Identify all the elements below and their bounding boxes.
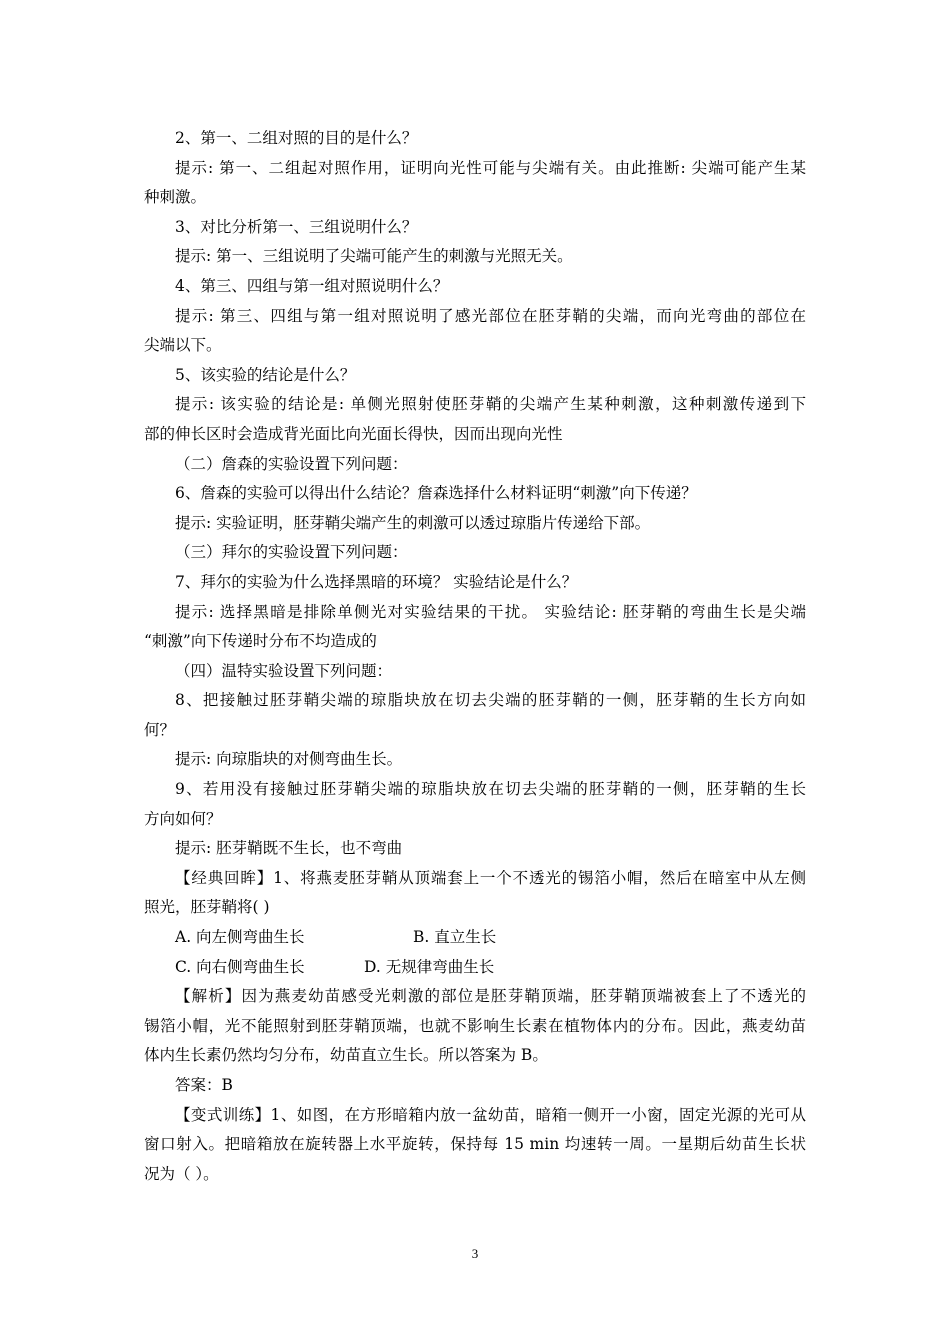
analysis-line-3: 体内生长素仍然均匀分布，幼苗直立生长。所以答案为 B。 xyxy=(144,1046,548,1065)
analysis-line-1: 【解析】因为燕麦幼苗感受光刺激的部位是胚芽鞘顶端，胚芽鞘顶端被套上了不透光的 xyxy=(175,987,806,1006)
option-b: B. 直立生长 xyxy=(413,928,497,947)
hint-4-line-1: 提示: 第三、四组与第一组对照说明了感光部位在胚芽鞘的尖端，而向光弯曲的部位在 xyxy=(175,306,806,325)
page-content xyxy=(144,124,806,1189)
page-number: 3 xyxy=(471,1246,479,1261)
hint-7-line-1: 提示: 选择黑暗是排除单侧光对实验结果的干扰。 实验结论: 胚芽鞘的弯曲生长是尖端 xyxy=(175,602,806,621)
hint-6: 提示: 实验证明，胚芽鞘尖端产生的刺激可以透过琼脂片传递给下部。 xyxy=(175,513,651,532)
hint-5-line-2: 部的伸长区时会造成背光面比向光面长得快，因而出现向光性 xyxy=(144,424,563,443)
option-c: C. 向右侧弯曲生长 xyxy=(175,957,305,976)
option-a: A. 向左侧弯曲生长 xyxy=(175,928,305,947)
question-3: 3、对比分析第一、三组说明什么？ xyxy=(175,217,418,236)
question-9-line-2: 方向如何？ xyxy=(144,809,222,828)
variant-training-line-2: 窗口射入。把暗箱放在旋转器上水平旋转，保持每 15 min 均速转一周。一星期后幼苗生长状 xyxy=(144,1135,806,1154)
options-row-1 xyxy=(144,923,806,953)
answer: 答案：B xyxy=(175,1076,233,1094)
hint-4-line-2: 尖端以下。 xyxy=(144,336,222,355)
question-4: 4、第三、四组与第一组对照说明什么？ xyxy=(175,276,449,295)
section-jensen: （二）詹森的实验设置下列问题： xyxy=(175,454,408,473)
classic-review-line-2: 照光，胚芽鞘将( ) xyxy=(144,898,270,917)
option-d: D. 无规律弯曲生长 xyxy=(364,957,495,976)
question-8-line-1: 8、把接触过胚芽鞘尖端的琼脂块放在切去尖端的胚芽鞘的一侧，胚芽鞘的生长方向如 xyxy=(175,691,806,710)
hint-2-line-2: 种刺激。 xyxy=(144,188,207,207)
variant-training-line-3: 况为（ ）。 xyxy=(144,1164,219,1183)
question-8-line-2: 何？ xyxy=(144,720,176,739)
question-5: 5、该实验的结论是什么？ xyxy=(175,365,356,384)
hint-8: 提示: 向琼脂块的对侧弯曲生长。 xyxy=(175,750,403,769)
hint-7-line-2: “刺激”向下传递时分布不均造成的 xyxy=(144,632,377,651)
section-went: （四）温特实验设置下列问题： xyxy=(175,661,393,680)
options-row-2 xyxy=(144,953,806,983)
classic-review-line-1: 【经典回眸】1、将燕麦胚芽鞘从顶端套上一个不透光的锡箔小帽，然后在暗室中从左侧 xyxy=(175,868,806,887)
question-9-line-1: 9、若用没有接触过胚芽鞘尖端的琼脂块放在切去尖端的胚芽鞘的一侧，胚芽鞘的生长 xyxy=(175,780,806,799)
section-paal: （三）拜尔的实验设置下列问题： xyxy=(175,543,408,562)
hint-3: 提示: 第一、三组说明了尖端可能产生的刺激与光照无关。 xyxy=(175,247,573,266)
analysis-line-2: 锡箔小帽，光不能照射到胚芽鞘顶端，也就不影响生长素在植物体内的分布。因此，燕麦幼苗 xyxy=(144,1016,806,1035)
hint-2-line-1: 提示: 第一、二组起对照作用，证明向光性可能与尖端有关。由此推断: 尖端可能产生某 xyxy=(175,158,806,177)
question-2: 2、第一、二组对照的目的是什么？ xyxy=(175,129,418,147)
question-6: 6、詹森的实验可以得出什么结论？詹森选择什么材料证明“刺激”向下传递？ xyxy=(175,484,697,503)
hint-9: 提示: 胚芽鞘既不生长，也不弯曲 xyxy=(175,839,403,858)
hint-5-line-1: 提示: 该实验的结论是: 单侧光照射使胚芽鞘的尖端产生某种刺激，这种刺激传递到下 xyxy=(175,395,806,414)
question-7: 7、拜尔的实验为什么选择黑暗的环境？ 实验结论是什么？ xyxy=(175,572,578,591)
variant-training-line-1: 【变式训练】1、如图，在方形暗箱内放一盆幼苗，暗箱一侧开一小窗，固定光源的光可从 xyxy=(175,1105,806,1124)
